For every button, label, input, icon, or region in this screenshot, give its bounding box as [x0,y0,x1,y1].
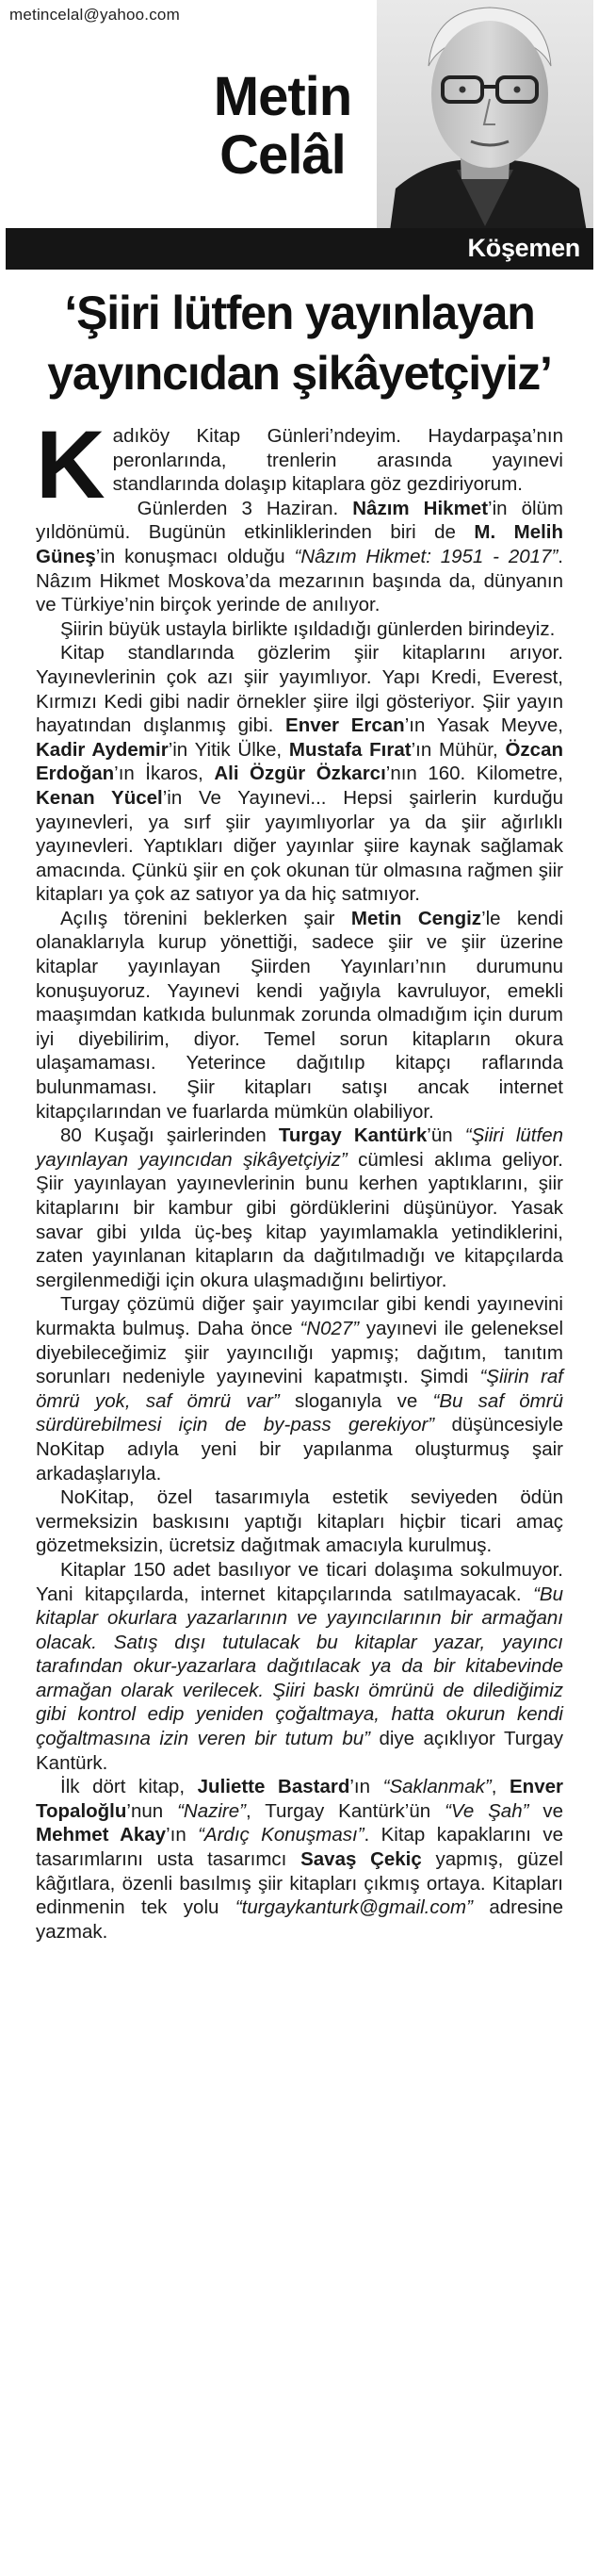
text-run: . Kitap kapaklarını ve tasarımlarını usta tasarımcı [36,1824,563,1871]
italic-quote: “Bu saf ömrü sürdürebilmesi için de by-pass gerekiyor” [36,1389,563,1436]
italic-quote: “Şiirin raf ömrü yok, saf ömrü var” [36,1366,563,1412]
text-run: düşüncesiyle NoKitap adıyla yeni bir yapılanma oluşturmuş şair arkadaşlarıyla. [36,1414,563,1485]
text-run: adıköy Kitap Günleri’ndeyim. Haydarpaşa’nın peronlarında, trenlerin arasında yayınevi standlarında dolaşıp kitaplara göz gezdiriyorum. [112,425,563,496]
bold-name: Juliette Bastard [197,1776,350,1798]
article-headline [8,283,591,403]
article-paragraph [36,641,563,907]
text-run: , Turgay Kantürk’ün [245,1799,445,1822]
italic-quote: “Saklanmak” [382,1776,492,1798]
text-run: adresine yazmak. [36,1896,563,1943]
article-body [36,411,564,1944]
text-run: ’ın [349,1776,383,1798]
text-run: Kitap standlarında gözlerim şiir kitaplarını arıyor. Yayınevlerinin çok azı şiir yayımlıyor. Yapı Kredi, Everest, Kırmızı Kedi gibi nadir örnekler şiire ilgi gösteriyor. Şiir yayın hayatından dışlanmış gibi. [36,642,563,737]
article-paragraph [36,1775,563,1944]
bold-name: Özcan Erdoğan [36,738,563,785]
text-run: 80 Kuşağı şairlerinden [60,1124,279,1147]
text-run: ’in Ve Yayınevi... Hepsi şairlerin kurduğu yayınevleri, ya sırf şiir yayımlıyorlar ya da şiir ağırlıklı yayınevleri. Yaptıkları diğer yayınlar şiire kaynak sağlamak amacında. Çünkü şiir en çok okunan tür olmasına rağmen şiir kitapları ya çok az satıyor ya da hiç satmıyor. [36,786,563,906]
text-run: ’nın 160. Kilometre, [385,763,563,785]
article-paragraph [36,1292,563,1485]
text-run: ’in Yitik Ülke, [168,738,289,761]
section-band [6,228,593,270]
text-run: cümlesi aklıma geliyor. Şiir yayınlayan yayınevlerinin bunu kerhen yaptıklarını, şiir kitaplarını bir kambur gibi gördüklerini düşünüyor. Yasak savar gibi yılda üç-beş kitap yayımlamakla yetindiklerini, zaten yayınlanan kitapların da dağıtılmadığı ve kitapçılarda sergilenmediği için okura ulaşmadığını belirtiyor. [36,1148,563,1291]
bold-name: M. Melih Güneş [36,521,564,567]
bold-name: Kadir Aydemir [36,738,169,761]
italic-quote: “turgaykanturk@gmail.com” [235,1896,473,1919]
bold-name: Ali Özgür Özkarcı [214,763,386,785]
bold-name: Enver Ercan [285,714,405,737]
italic-quote: “Nâzım Hikmet: 1951 - 2017” [294,545,559,567]
text-run: ’ın Yasak Meyve, [404,714,564,737]
author-first-name: Metin [213,66,352,127]
article-paragraph [36,617,563,642]
headline-line-2: yayıncıdan şikâyetçiyiz’ [47,347,552,400]
text-run: ’ün [427,1124,465,1147]
column-header [0,0,599,283]
text-run: İlk dört kitap, [60,1776,198,1798]
bold-name: Enver Topaloğlu [36,1776,563,1822]
text-run: Şiirin büyük ustayla birlikte ışıldadığı günlerden birindeyiz. [60,617,556,640]
text-run: ve [528,1799,563,1822]
text-run: Kitaplar 150 adet basılıyor ve ticari dolaşıma sokulmuyor. Yani kitapçılarda, internet kitapçılarında satılmayacak. [36,1558,563,1605]
text-run: ’ın Mühür, [411,738,506,761]
bold-name: Kenan Yücel [36,786,163,809]
bold-name: Savaş Çekiç [300,1848,422,1871]
text-run: ’in konuşmacı olduğu [95,545,295,567]
bold-name: Turgay Kantürk [278,1124,428,1147]
bold-name: Metin Cengiz [350,907,482,929]
text-run: diye açıklıyor Turgay Kantürk. [36,1728,563,1774]
article-paragraph [36,1558,563,1775]
section-label: Köşemen [467,234,580,262]
text-run: , [491,1776,510,1798]
author-email[interactable]: metincelal@yahoo.com [9,6,180,24]
text-run: ’in ölüm yıldönümü. Bugünün etkinliklerinden biri de [36,497,564,544]
text-run: ’nun [126,1799,178,1822]
text-run: Açılış törenini beklerken şair [60,907,351,929]
headline-line-1: ‘Şiiri lütfen yayınlayan [64,287,535,339]
italic-quote: “Şiiri lütfen yayınlayan yayıncıdan şikâyetçiyiz” [36,1124,564,1171]
bold-name: Nâzım Hikmet [352,497,489,519]
text-run: Günlerden 3 Haziran. [137,497,353,519]
text-run: ’ın [166,1824,199,1846]
italic-quote: “Ardıç Konuşması” [198,1824,364,1846]
text-run: ’le kendi olanaklarıyla kurup yönettiği, sadece şiir ve şiir üzerine kitaplar yayınlayan Şiirden Yayınları’nın durumunu konuşuyoruz. Yayınevi kendi yağıyla kavruluyor, emekli maaşımdan katkıda bulunmak zorunda olmadığım için durum iyi diyebilirim, diyor. Temel sorun kitapların okura ulaşamaması. Yeterince dağıtılıp kitapçı raflarında bulunmaması. Şiir kitapları satışı ancak internet kitapçılarından ve fuarlarda mümkün olabiliyor. [36,907,563,1123]
text-run: yapmış, güzel kâğıtlara, özenli basılmış şiir kitapları çıkmış ortaya. Kitapları edinmenin tek yolu [36,1848,563,1919]
article-paragraph [36,1124,563,1292]
italic-quote: “N027” [300,1317,360,1339]
article-paragraph [36,1485,563,1558]
italic-quote: “Ve Şah” [445,1799,529,1822]
text-run: . Nâzım Hikmet Moskova’da mezarının başında da, dünyanın ve Türkiye’nin birçok yerinde de anılıyor. [36,545,563,616]
text-run: Turgay çözümü diğer şair yayımcılar gibi kendi yayınevini kurmakta bulmuş. Daha önce [36,1293,563,1339]
article-paragraph [36,497,563,617]
italic-quote: “Nazire” [177,1799,246,1822]
text-run: NoKitap, özel tasarımıyla estetik seviyeden ödün vermeksizin baskısını yaptığı kitapları hiçbir ticari amaç gözetmeksizin, ücretsiz dağıtmak amacıyla kurulmuş. [36,1486,563,1557]
bold-name: Mustafa Fırat [288,738,412,761]
text-run: ’ın İkaros, [114,763,215,785]
author-last-name: Celâl [219,124,346,186]
text-run: yayınevi ile geleneksel diyebileceğimiz şiir yayıncılığı yapmış; dağıtım, tanıtım sorunları nedeniyle yayınevini kapatmıştı. Şimdi [36,1317,563,1388]
article-paragraph [36,907,563,1124]
bold-name: Mehmet Akay [36,1824,167,1846]
text-run: sloganıyla ve [279,1389,433,1412]
italic-quote: “Bu kitaplar okurlara yazarlarının ve yayıncılarının bir armağanı olacak. Satış dışı tutulacak bu kitaplar yazar, yayıncı tarafından okur-yazarlara dağıtılacak ya da bir kitabevinde armağan olarak verilecek. Şiiri baskı ömrünü de dilediğimiz gibi kontrol edip yeniden çoğaltmaya, hatta okurun kendi çoğaltmasına izin veren bir tutum bu” [36,1583,563,1750]
author-portrait [377,0,593,259]
drop-cap: K [36,411,105,518]
